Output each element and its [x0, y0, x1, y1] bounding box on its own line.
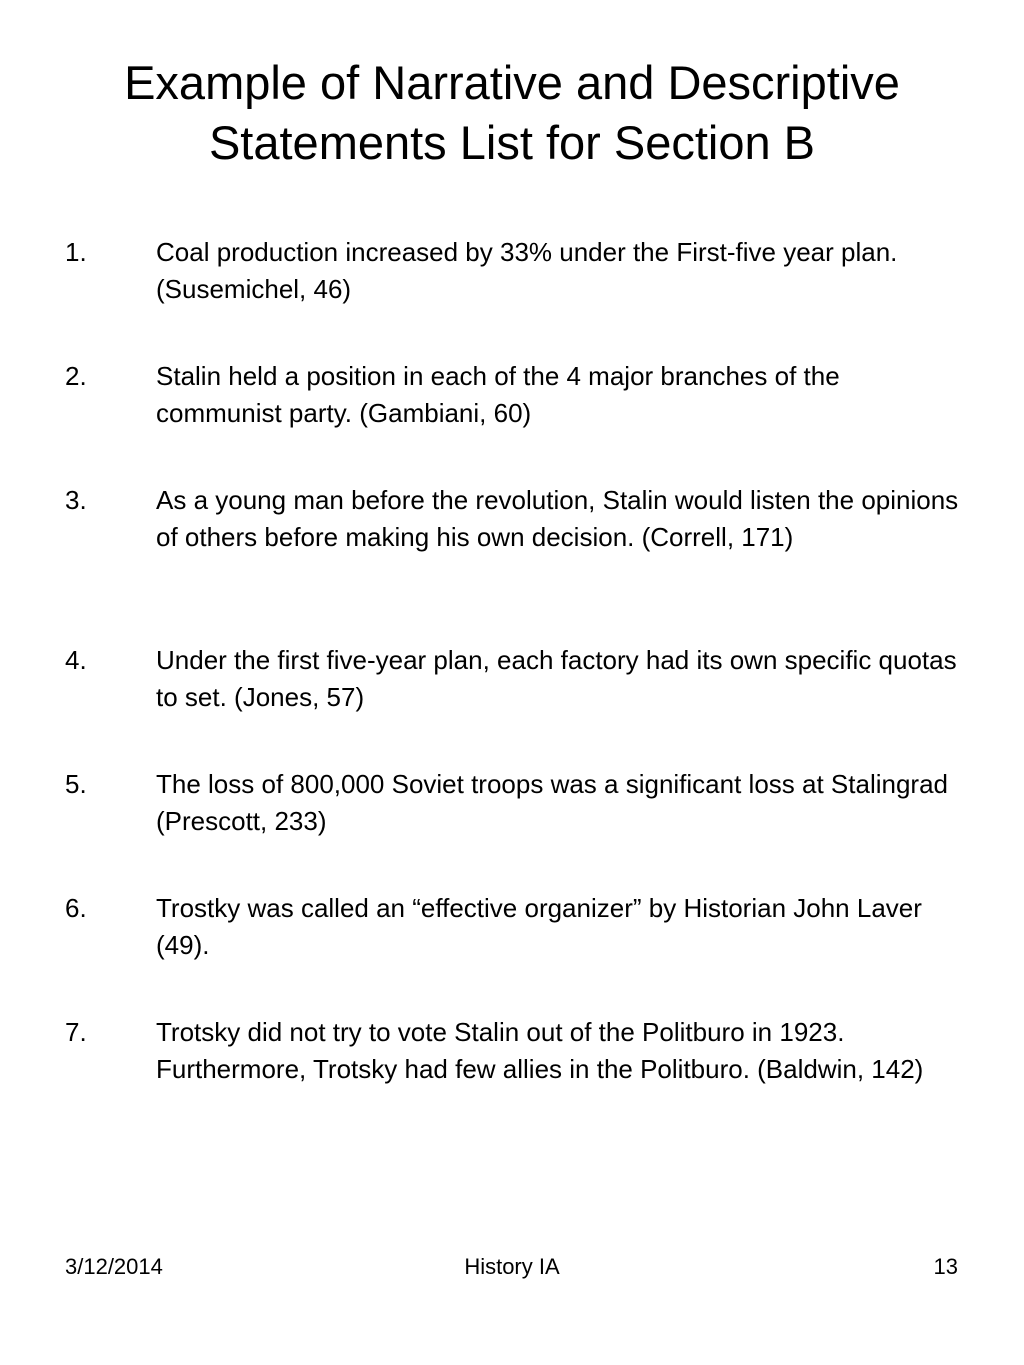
statement-text: Stalin held a position in each of the 4 major branches of the communist party. (Gambiani, 60): [156, 361, 840, 428]
statement-number: 6.: [65, 893, 87, 923]
statement-item-4: [65, 642, 975, 716]
statement-text: Coal production increased by 33% under the First-five year plan. (Susemichel, 46): [156, 237, 898, 304]
page-number: 13: [933, 1254, 958, 1279]
statement-number: 2.: [65, 361, 87, 391]
statement-item-5: [65, 766, 975, 840]
footer-title: History IA: [464, 1254, 560, 1279]
statement-text: The loss of 800,000 Soviet troops was a significant loss at Stalingrad (Prescott, 233): [156, 769, 948, 836]
statement-number: 7.: [65, 1017, 87, 1047]
slide-title-line-1: Example of Narrative and Descriptive: [124, 56, 900, 109]
statement-item-3: [65, 482, 975, 556]
statement-item-1: [65, 234, 975, 308]
statement-number: 4.: [65, 645, 87, 675]
statement-number: 5.: [65, 769, 87, 799]
statement-number: 1.: [65, 237, 87, 267]
statement-item-7: [65, 1014, 975, 1088]
footer-date: 3/12/2014: [65, 1254, 163, 1279]
slide-title-line-2: Statements List for Section B: [208, 116, 816, 169]
slide-title: [40, 53, 984, 173]
statement-item-2: [65, 358, 975, 432]
statement-text: Trotsky did not try to vote Stalin out of the Politburo in 1923. Furthermore, Trotsky had few allies in the Politburo. (Baldwin, 142): [156, 1017, 924, 1084]
statement-text: Trostky was called an “effective organizer” by Historian John Laver (49).: [156, 893, 922, 960]
statement-text: As a young man before the revolution, Stalin would listen the opinions of others before making his own decision. (Correll, 171): [156, 485, 959, 552]
statement-item-6: [65, 890, 975, 964]
statement-text: Under the first five-year plan, each factory had its own specific quotas to set. (Jones, 57): [156, 645, 957, 712]
statement-number: 3.: [65, 485, 87, 515]
